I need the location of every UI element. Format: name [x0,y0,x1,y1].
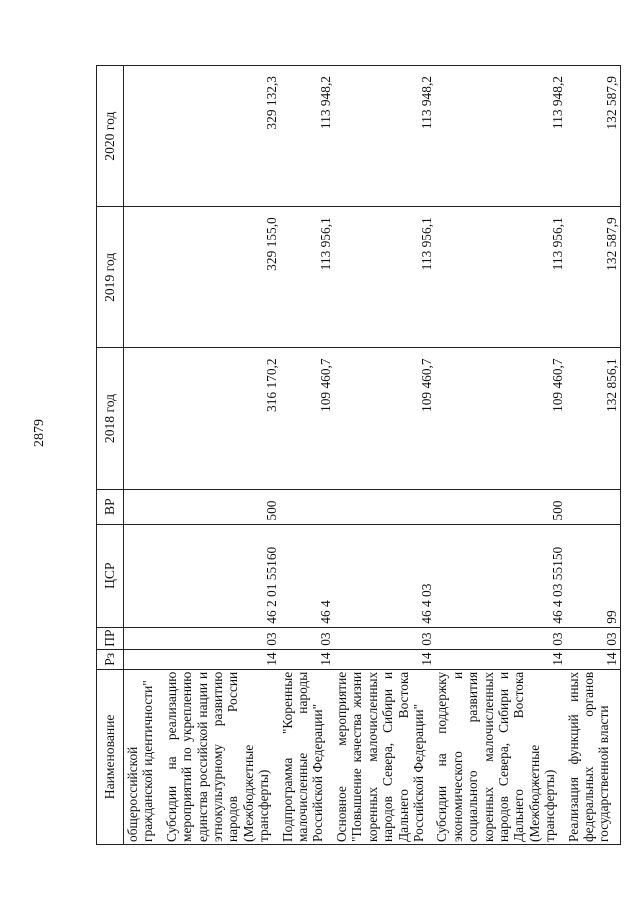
row-rz: 14 [434,649,565,669]
row-vr [280,489,334,524]
row-name: Реализация функций иных федеральных органов государственной власти [566,669,621,844]
budget-table [96,65,621,845]
row-2020: 113 948,2 [434,66,565,207]
row-2020 [124,66,164,207]
row-csr: 46 2 01 55160 [164,524,280,627]
row-2019: 132 587,9 [566,207,621,348]
row-rz [124,649,164,669]
row-vr [334,489,434,524]
row-pr: 03 [280,627,334,649]
row-2020: 113 948,2 [280,66,334,207]
header-2018: 2018 год [97,348,124,489]
row-2018: 109 460,7 [434,348,565,489]
row-name: Субсидии на поддержку экономического и социального развития коренных малочисленных народов Севера, Сибири и Дальнего Востока (Межбюджетные трансферты) [434,669,565,844]
budget-table-page [96,65,620,845]
row-pr: 03 [164,627,280,649]
row-2020: 113 948,2 [334,66,434,207]
row-vr: 500 [434,489,565,524]
row-2018: 109 460,7 [280,348,334,489]
row-name: общероссийской гражданской идентичности" [124,669,164,844]
table-row [334,66,434,845]
row-name: Основное мероприятие "Повышение качества жизни коренных малочисленных народов Севера, Сибири и Дальнего Востока Российской Федерации" [334,669,434,844]
row-vr: 500 [164,489,280,524]
row-2019: 113 956,1 [334,207,434,348]
table-row [124,66,164,845]
row-csr: 46 4 03 [334,524,434,627]
row-vr [566,489,621,524]
row-pr: 03 [566,627,621,649]
row-pr: 03 [434,627,565,649]
row-2019: 113 956,1 [434,207,565,348]
table-row [164,66,280,845]
row-rz: 14 [334,649,434,669]
row-name: Подпрограмма "Коренные малочисленные народы Российской Федерации" [280,669,334,844]
row-name: Субсидии на реализацию мероприятий по укреплению единства российской нации и этнокультурному развитию народов России (Межбюджетные трансферты) [164,669,280,844]
row-2020: 132 587,9 [566,66,621,207]
row-2018 [124,348,164,489]
row-2019: 113 956,1 [280,207,334,348]
header-vr: ВР [97,489,124,524]
table-row [566,66,621,845]
row-2020: 329 132,3 [164,66,280,207]
row-2019 [124,207,164,348]
header-2019: 2019 год [97,207,124,348]
header-name: Наименование [97,669,124,844]
row-csr: 46 4 03 55150 [434,524,565,627]
header-pr: ПР [97,627,124,649]
row-pr: 03 [334,627,434,649]
row-2019: 329 155,0 [164,207,280,348]
row-csr: 99 [566,524,621,627]
row-rz: 14 [164,649,280,669]
row-rz: 14 [280,649,334,669]
page-number: 2879 [32,419,47,447]
row-pr [124,627,164,649]
table-row [280,66,334,845]
row-csr: 46 4 [280,524,334,627]
header-2020: 2020 год [97,66,124,207]
row-vr [124,489,164,524]
row-2018: 132 856,1 [566,348,621,489]
row-2018: 109 460,7 [334,348,434,489]
row-2018: 316 170,2 [164,348,280,489]
header-csr: ЦСР [97,524,124,627]
row-csr [124,524,164,627]
table-row [434,66,565,845]
table-header-row [97,66,124,845]
header-rz: Рз [97,649,124,669]
row-rz: 14 [566,649,621,669]
